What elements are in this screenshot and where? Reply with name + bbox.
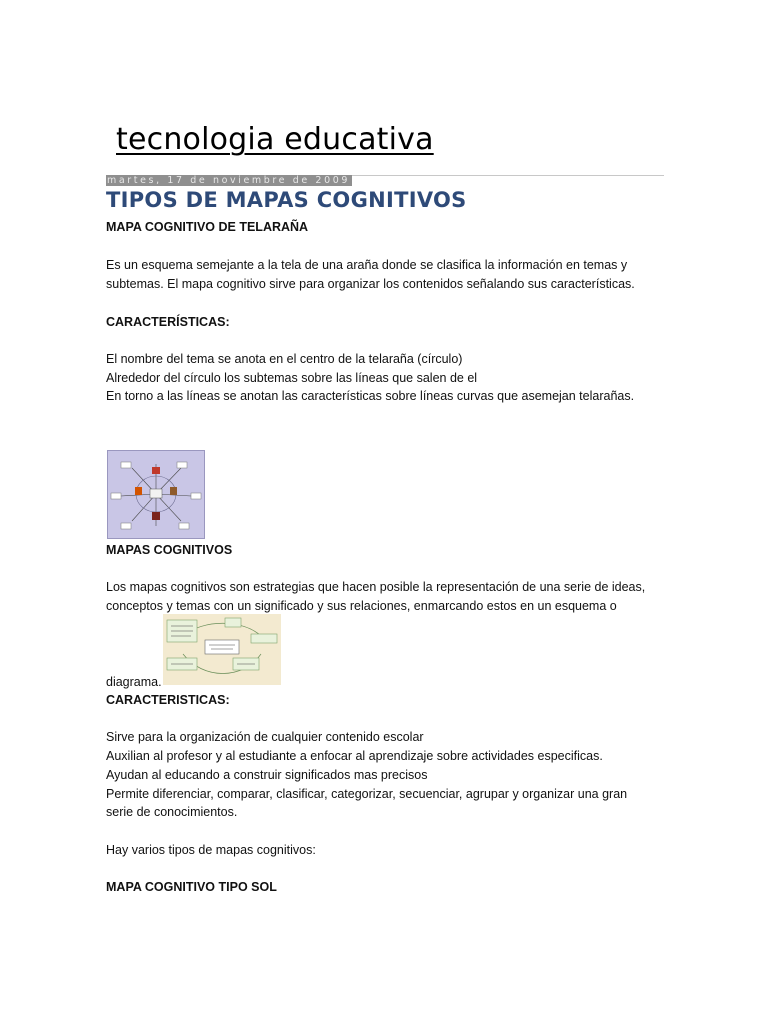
post-title[interactable]: TIPOS DE MAPAS COGNITIVOS <box>106 188 467 212</box>
section-heading-telarana: MAPA COGNITIVO DE TELARAÑA <box>106 220 309 234</box>
characteristics-heading: CARACTERÍSTICAS: <box>106 315 230 329</box>
characteristic-line: Sirve para la organización de cualquier contenido escolar <box>106 730 424 744</box>
paragraph-line: Hay varios tipos de mapas cognitivos: <box>106 843 316 857</box>
characteristics-heading: CARACTERISTICAS: <box>106 693 230 707</box>
characteristic-line: serie de conocimientos. <box>106 805 238 819</box>
characteristic-line: Auxilian al profesor y al estudiante a enfocar al aprendizaje sobre actividades especificas. <box>106 749 603 763</box>
spider-map-image[interactable] <box>107 450 205 539</box>
characteristic-line: Permite diferenciar, comparar, clasificar, categorizar, secuenciar, agrupar y organizar una gran <box>106 787 628 801</box>
characteristic-line: El nombre del tema se anota en el centro de la telaraña (círculo) <box>106 352 463 366</box>
characteristic-line: Alrededor del círculo los subtemas sobre las líneas que salen de el <box>106 371 478 385</box>
paragraph-line: Los mapas cognitivos son estrategias que hacen posible la representación de una serie de ideas, <box>106 580 646 594</box>
characteristic-line: Ayudan al educando a construir significados mas precisos <box>106 768 428 782</box>
blog-title[interactable]: tecnologia educativa <box>116 122 434 157</box>
post-date: martes, 17 de noviembre de 2009 <box>107 175 350 186</box>
paragraph-line: Es un esquema semejante a la tela de una araña donde se clasifica la información en temas y <box>106 258 628 272</box>
section-heading-mapas: MAPAS COGNITIVOS <box>106 543 233 557</box>
cognitive-map-diagram-image[interactable] <box>163 614 281 685</box>
section-heading-sol: MAPA COGNITIVO TIPO SOL <box>106 880 277 894</box>
paragraph-line: subtemas. El mapa cognitivo sirve para organizar los contenidos señalando sus características. <box>106 277 635 291</box>
paragraph-line: conceptos y temas con un significado y sus relaciones, enmarcando estos en un esquema o <box>106 599 617 613</box>
paragraph-line: diagrama. <box>106 675 162 689</box>
characteristic-line: En torno a las líneas se anotan las características sobre líneas curvas que asemejan telarañas. <box>106 389 635 403</box>
